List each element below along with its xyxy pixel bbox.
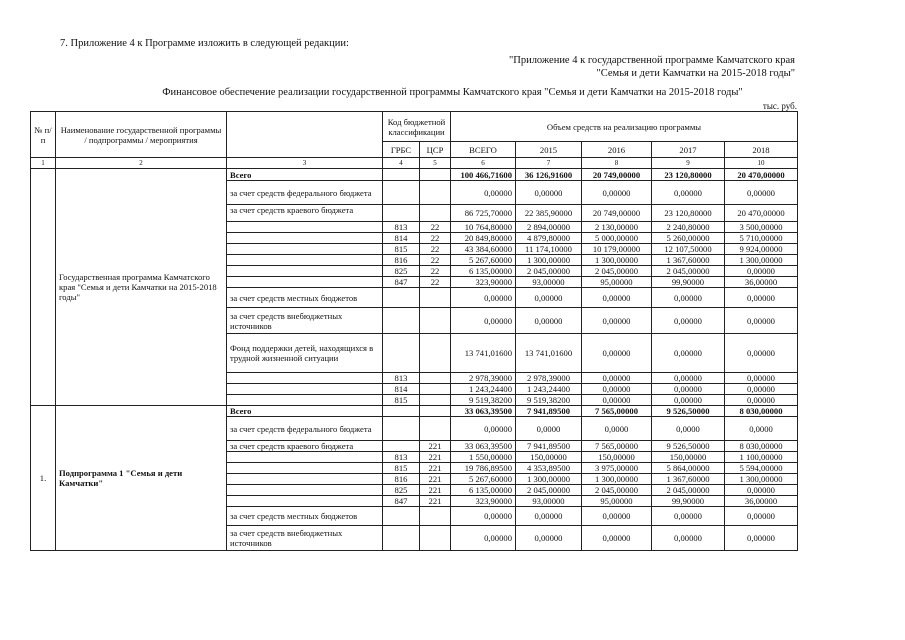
value-total: 2 978,39000 — [451, 373, 516, 384]
value-2017: 0,00000 — [652, 507, 725, 526]
csr-code — [420, 205, 451, 222]
table-body — [31, 169, 798, 551]
value-2018: 0,00000 — [725, 395, 798, 406]
value-2015: 1 243,24400 — [516, 384, 582, 395]
table-row — [31, 169, 798, 181]
value-total: 9 519,38200 — [451, 395, 516, 406]
row-label: за счет средств местных бюджетов — [227, 507, 383, 526]
grbs-code — [383, 288, 420, 308]
grbs-code: 813 — [383, 373, 420, 384]
value-2015: 0,00000 — [516, 288, 582, 308]
row-label: за счет средств внебюджетных источников — [227, 526, 383, 551]
value-2016: 95,00000 — [582, 496, 652, 507]
value-2015: 0,00000 — [516, 507, 582, 526]
value-2016: 2 130,00000 — [582, 222, 652, 233]
column-index-cell: 10 — [725, 158, 798, 169]
value-2016: 7 565,00000 — [582, 406, 652, 417]
value-2016: 3 975,00000 — [582, 463, 652, 474]
csr-code: 221 — [420, 452, 451, 463]
grbs-code: 847 — [383, 277, 420, 288]
csr-code: 221 — [420, 485, 451, 496]
value-total: 19 786,89500 — [451, 463, 516, 474]
units-label: тыс. руб. — [762, 101, 797, 111]
value-2016: 0,00000 — [582, 373, 652, 384]
value-2017: 0,00000 — [652, 395, 725, 406]
value-2015: 4 879,80000 — [516, 233, 582, 244]
value-2018: 1 300,00000 — [725, 474, 798, 485]
grbs-code — [383, 507, 420, 526]
value-2017: 1 367,60000 — [652, 255, 725, 266]
value-total: 13 741,01600 — [451, 334, 516, 373]
value-total: 0,00000 — [451, 417, 516, 441]
value-total: 0,00000 — [451, 288, 516, 308]
column-index-cell: 2 — [56, 158, 227, 169]
csr-code: 22 — [420, 222, 451, 233]
grbs-code: 825 — [383, 266, 420, 277]
value-2018: 0,00000 — [725, 334, 798, 373]
row-label — [227, 233, 383, 244]
csr-code — [420, 169, 451, 181]
grbs-code — [383, 406, 420, 417]
value-2018: 0,00000 — [725, 384, 798, 395]
value-2016: 150,00000 — [582, 452, 652, 463]
row-label: за счет средств краевого бюджета — [227, 205, 383, 222]
value-2018: 0,00000 — [725, 266, 798, 277]
value-total: 86 725,70000 — [451, 205, 516, 222]
value-2015: 13 741,01600 — [516, 334, 582, 373]
row-label — [227, 395, 383, 406]
value-2017: 0,00000 — [652, 373, 725, 384]
grbs-code: 816 — [383, 474, 420, 485]
value-total: 6 135,00000 — [451, 266, 516, 277]
value-2017: 0,00000 — [652, 334, 725, 373]
value-2017: 0,00000 — [652, 181, 725, 205]
row-label — [227, 255, 383, 266]
value-2017: 2 240,80000 — [652, 222, 725, 233]
value-2015: 93,00000 — [516, 496, 582, 507]
column-index-cell: 9 — [652, 158, 725, 169]
grbs-code: 815 — [383, 463, 420, 474]
value-2017: 1 367,60000 — [652, 474, 725, 485]
value-total: 0,00000 — [451, 181, 516, 205]
value-2018: 0,00000 — [725, 288, 798, 308]
grbs-code: 813 — [383, 222, 420, 233]
csr-code — [420, 181, 451, 205]
value-2016: 0,00000 — [582, 507, 652, 526]
row-label — [227, 463, 383, 474]
value-2015: 2 894,00000 — [516, 222, 582, 233]
section-name: Подпрограмма 1 "Семья и дети Камчатки" — [56, 406, 227, 551]
row-label — [227, 266, 383, 277]
value-2017: 150,00000 — [652, 452, 725, 463]
row-label: за счет средств федерального бюджета — [227, 417, 383, 441]
grbs-code — [383, 169, 420, 181]
csr-code — [420, 384, 451, 395]
csr-code — [420, 334, 451, 373]
value-2018: 9 924,00000 — [725, 244, 798, 255]
column-index-cell: 6 — [451, 158, 516, 169]
value-2018: 0,00000 — [725, 373, 798, 384]
value-2017: 0,00000 — [652, 384, 725, 395]
csr-code — [420, 308, 451, 334]
row-label: Фонд поддержки детей, находящихся в трудной жизненной ситуации — [227, 334, 383, 373]
value-2018: 0,00000 — [725, 507, 798, 526]
value-2018: 0,00000 — [725, 308, 798, 334]
header-num: № п/п — [31, 112, 56, 158]
csr-code — [420, 526, 451, 551]
value-2017: 99,90000 — [652, 277, 725, 288]
row-label: за счет средств федерального бюджета — [227, 181, 383, 205]
value-2018: 1 300,00000 — [725, 255, 798, 266]
header-grbs: ГРБС — [383, 142, 420, 158]
value-2015: 11 174,10000 — [516, 244, 582, 255]
value-2016: 20 749,00000 — [582, 205, 652, 222]
grbs-code: 825 — [383, 485, 420, 496]
value-total: 5 267,60000 — [451, 255, 516, 266]
value-2016: 2 045,00000 — [582, 266, 652, 277]
header-2017: 2017 — [652, 142, 725, 158]
row-label — [227, 373, 383, 384]
value-total: 33 063,39500 — [451, 441, 516, 452]
value-2017: 9 526,50000 — [652, 406, 725, 417]
value-2015: 93,00000 — [516, 277, 582, 288]
appendix-reference — [509, 54, 795, 80]
value-2016: 0,00000 — [582, 395, 652, 406]
value-2015: 22 385,90000 — [516, 205, 582, 222]
value-total: 43 384,60000 — [451, 244, 516, 255]
value-2018: 8 030,00000 — [725, 441, 798, 452]
value-2017: 2 045,00000 — [652, 485, 725, 496]
value-2017: 23 120,80000 — [652, 169, 725, 181]
value-2016: 2 045,00000 — [582, 485, 652, 496]
value-2015: 4 353,89500 — [516, 463, 582, 474]
value-total: 33 063,39500 — [451, 406, 516, 417]
header-volume: Объем средств на реализацию программы — [451, 112, 798, 142]
value-2016: 1 300,00000 — [582, 255, 652, 266]
row-label: за счет средств местных бюджетов — [227, 288, 383, 308]
csr-code — [420, 373, 451, 384]
value-2017: 0,00000 — [652, 288, 725, 308]
value-2015: 36 126,91600 — [516, 169, 582, 181]
csr-code — [420, 406, 451, 417]
appendix-line-1: "Приложение 4 к государственной программе Камчатского края — [508, 55, 795, 66]
value-2018: 5 594,00000 — [725, 463, 798, 474]
value-2017: 23 120,80000 — [652, 205, 725, 222]
csr-code: 22 — [420, 277, 451, 288]
header-csr: ЦСР — [420, 142, 451, 158]
value-2015: 1 300,00000 — [516, 474, 582, 485]
value-2015: 0,00000 — [516, 308, 582, 334]
value-2017: 0,0000 — [652, 417, 725, 441]
column-index-cell: 4 — [383, 158, 420, 169]
value-2018: 8 030,00000 — [725, 406, 798, 417]
value-total: 0,00000 — [451, 507, 516, 526]
value-2016: 0,00000 — [582, 334, 652, 373]
csr-code: 221 — [420, 496, 451, 507]
value-2015: 0,0000 — [516, 417, 582, 441]
column-index-cell: 3 — [227, 158, 383, 169]
value-2016: 0,0000 — [582, 417, 652, 441]
grbs-code — [383, 181, 420, 205]
row-label — [227, 496, 383, 507]
value-2018: 1 100,00000 — [725, 452, 798, 463]
value-2015: 2 045,00000 — [516, 266, 582, 277]
row-label — [227, 222, 383, 233]
value-2016: 5 000,00000 — [582, 233, 652, 244]
csr-code: 22 — [420, 266, 451, 277]
row-label — [227, 384, 383, 395]
value-2017: 2 045,00000 — [652, 266, 725, 277]
row-label: за счет средств внебюджетных источников — [227, 308, 383, 334]
csr-code: 221 — [420, 441, 451, 452]
value-2015: 150,00000 — [516, 452, 582, 463]
value-2016: 0,00000 — [582, 308, 652, 334]
header-total: ВСЕГО — [451, 142, 516, 158]
value-2015: 2 978,39000 — [516, 373, 582, 384]
value-2017: 0,00000 — [652, 308, 725, 334]
grbs-code: 847 — [383, 496, 420, 507]
value-2018: 20 470,00000 — [725, 169, 798, 181]
csr-code — [420, 288, 451, 308]
row-label: за счет средств краевого бюджета — [227, 441, 383, 452]
value-2017: 5 864,00000 — [652, 463, 725, 474]
value-2018: 36,00000 — [725, 277, 798, 288]
value-2016: 20 749,00000 — [582, 169, 652, 181]
section-name: Государственная программа Камчатского края "Семья и дети Камчатки на 2015-2018 годы" — [56, 169, 227, 406]
grbs-code — [383, 205, 420, 222]
value-total: 5 267,60000 — [451, 474, 516, 485]
column-index-row — [31, 158, 798, 169]
value-2016: 0,00000 — [582, 384, 652, 395]
row-label — [227, 452, 383, 463]
row-label — [227, 474, 383, 485]
grbs-code — [383, 417, 420, 441]
value-2016: 0,00000 — [582, 526, 652, 551]
intro-text: 7. Приложение 4 к Программе изложить в следующей редакции: — [60, 38, 349, 49]
document-title: Финансовое обеспечение реализации государственной программы Камчатского края "Семья и дети Камчатки на 2015-2018 годы" — [162, 87, 743, 98]
csr-code: 22 — [420, 244, 451, 255]
section-number: 1. — [31, 406, 56, 551]
value-total: 323,90000 — [451, 277, 516, 288]
value-2017: 0,00000 — [652, 526, 725, 551]
financing-table — [30, 111, 798, 551]
grbs-code: 815 — [383, 395, 420, 406]
value-total: 323,90000 — [451, 496, 516, 507]
row-label — [227, 244, 383, 255]
row-label — [227, 485, 383, 496]
value-2018: 0,0000 — [725, 417, 798, 441]
value-2018: 36,00000 — [725, 496, 798, 507]
value-2017: 9 526,50000 — [652, 441, 725, 452]
value-2015: 7 941,89500 — [516, 406, 582, 417]
column-index-cell: 1 — [31, 158, 56, 169]
grbs-code — [383, 308, 420, 334]
column-index-cell: 8 — [582, 158, 652, 169]
table-row — [31, 406, 798, 417]
value-2015: 0,00000 — [516, 181, 582, 205]
value-2018: 20 470,00000 — [725, 205, 798, 222]
value-total: 100 466,71600 — [451, 169, 516, 181]
value-2016: 1 300,00000 — [582, 474, 652, 485]
value-2015: 7 941,89500 — [516, 441, 582, 452]
csr-code: 221 — [420, 463, 451, 474]
header-code: Код бюджетной классификации — [383, 112, 451, 142]
row-label: Всего — [227, 169, 383, 181]
value-2018: 3 500,00000 — [725, 222, 798, 233]
column-index-cell: 5 — [420, 158, 451, 169]
header-blank — [227, 112, 383, 158]
csr-code: 22 — [420, 233, 451, 244]
csr-code — [420, 507, 451, 526]
value-total: 1 550,00000 — [451, 452, 516, 463]
grbs-code — [383, 526, 420, 551]
value-2015: 9 519,38200 — [516, 395, 582, 406]
header-2018: 2018 — [725, 142, 798, 158]
value-2015: 2 045,00000 — [516, 485, 582, 496]
value-2015: 1 300,00000 — [516, 255, 582, 266]
value-total: 0,00000 — [451, 308, 516, 334]
section-number — [31, 169, 56, 406]
row-label — [227, 277, 383, 288]
csr-code: 22 — [420, 255, 451, 266]
value-2017: 5 260,00000 — [652, 233, 725, 244]
header-name: Наименование государственной программы / подпрограммы / мероприятия — [56, 112, 227, 158]
appendix-line-2: "Семья и дети Камчатки на 2015-2018 годы" — [596, 68, 795, 79]
value-2017: 12 107,50000 — [652, 244, 725, 255]
value-total: 20 849,80000 — [451, 233, 516, 244]
column-index-cell: 7 — [516, 158, 582, 169]
value-2018: 5 710,00000 — [725, 233, 798, 244]
header-2015: 2015 — [516, 142, 582, 158]
value-2016: 0,00000 — [582, 181, 652, 205]
value-2018: 0,00000 — [725, 526, 798, 551]
value-2018: 0,00000 — [725, 181, 798, 205]
csr-code: 221 — [420, 474, 451, 485]
csr-code — [420, 417, 451, 441]
grbs-code: 814 — [383, 384, 420, 395]
value-total: 1 243,24400 — [451, 384, 516, 395]
value-2016: 7 565,00000 — [582, 441, 652, 452]
grbs-code: 816 — [383, 255, 420, 266]
grbs-code — [383, 334, 420, 373]
grbs-code: 813 — [383, 452, 420, 463]
grbs-code: 814 — [383, 233, 420, 244]
row-label: Всего — [227, 406, 383, 417]
value-2018: 0,00000 — [725, 485, 798, 496]
grbs-code — [383, 441, 420, 452]
csr-code — [420, 395, 451, 406]
header-2016: 2016 — [582, 142, 652, 158]
value-total: 10 764,80000 — [451, 222, 516, 233]
value-total: 6 135,00000 — [451, 485, 516, 496]
value-2017: 99,90000 — [652, 496, 725, 507]
value-2016: 95,00000 — [582, 277, 652, 288]
value-total: 0,00000 — [451, 526, 516, 551]
value-2015: 0,00000 — [516, 526, 582, 551]
grbs-code: 815 — [383, 244, 420, 255]
value-2016: 10 179,00000 — [582, 244, 652, 255]
value-2016: 0,00000 — [582, 288, 652, 308]
